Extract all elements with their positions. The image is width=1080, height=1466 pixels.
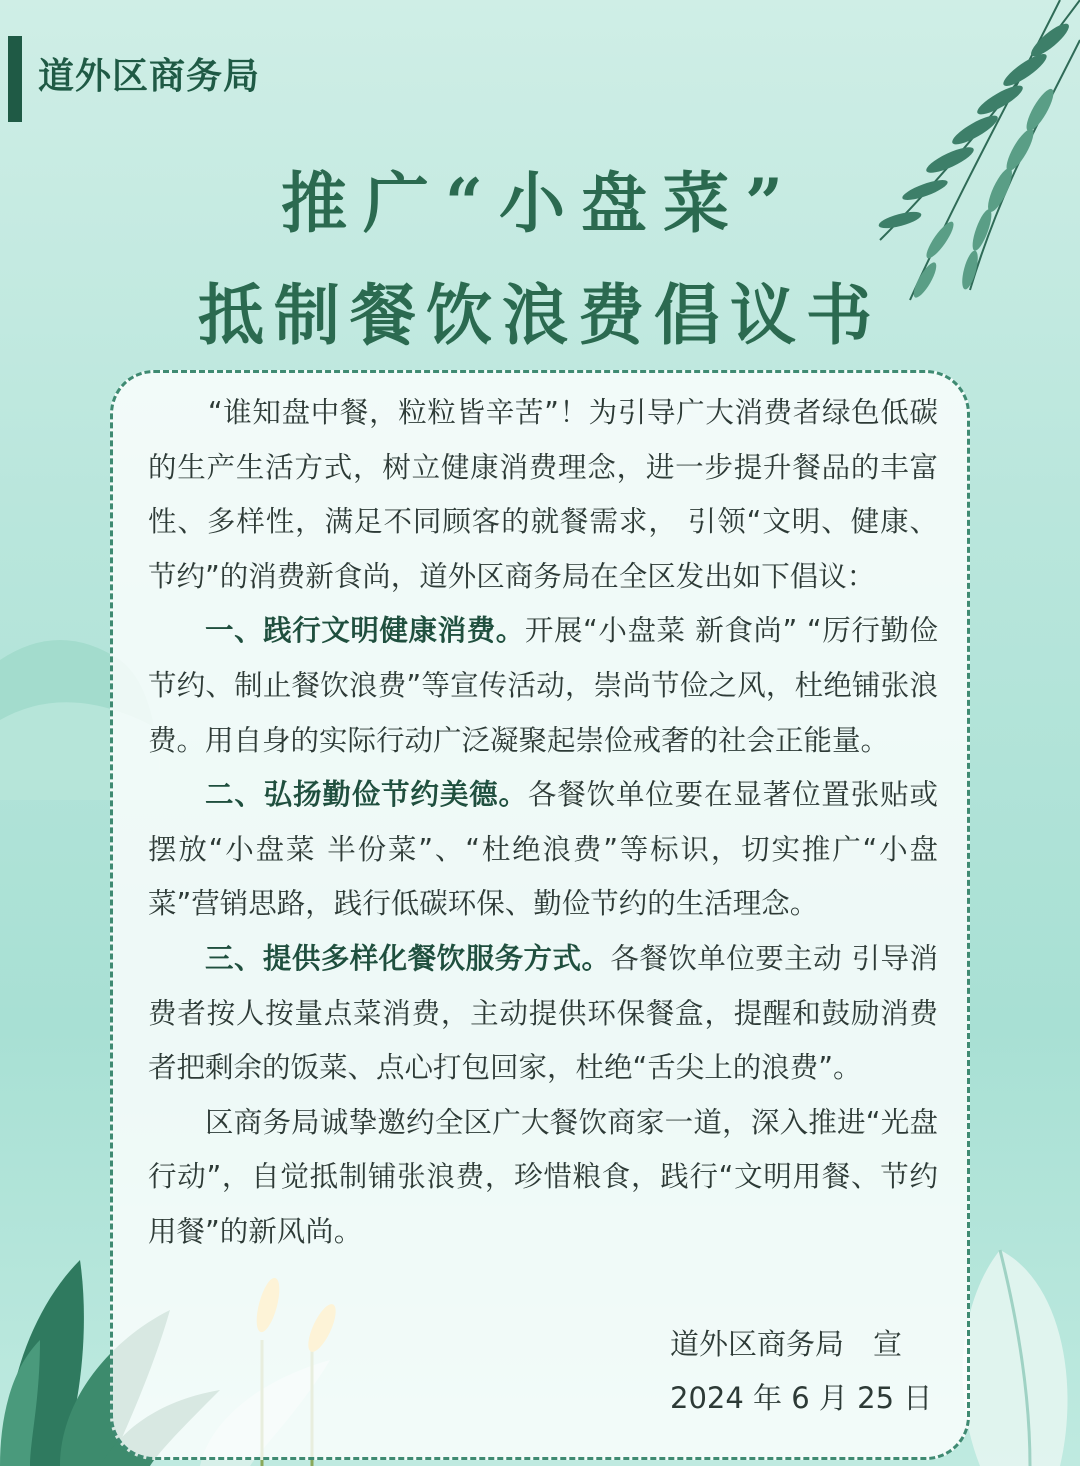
item-paragraph [148,932,938,1096]
item-heading: 三、提供多样化餐饮服务方式。 [205,941,611,975]
issue-date: 2024 年 6 月 25 日 [670,1381,933,1415]
item-text: 各餐饮单位要主动 引导消费者按人按量点菜消费，主动提供环保餐盒，提醒和鼓励消费者把剩余的饭菜、点心打包回家，杜绝“舌尖上的浪费”。 [148,941,938,1085]
issuer-signature: 道外区商务局 宣 [670,1327,903,1361]
title-line-1: 推广“小盘菜” [281,164,799,242]
item-paragraph [148,768,938,932]
header-accent-bar [8,36,22,122]
proposal-body [148,386,938,1260]
item-text: 各餐饮单位要在显著位置张贴或摆放“小盘菜 半份菜”、“杜绝浪费”等标识，切实推广“小盘菜”营销思路，践行低碳环保、勤俭节约的生活理念。 [148,778,938,921]
intro-paragraph: “谁知盘中餐，粒粒皆辛苦”！为引导广大消费者绿色低碳的生产生活方式，树立健康消费理念，进一步提升餐品的丰富性、多样性，满足不同顾客的就餐需求， 引领“文明、健康、节约”的消费新食尚，道外区商务局在全区发出如下倡议： [148,396,938,593]
title-line-2: 抵制餐饮浪费倡议书 [198,276,882,354]
item-heading: 一、践行文明健康消费。 [205,614,525,648]
item-text: 开展“小盘菜 新食尚” “厉行勤俭节约、制止餐饮浪费”等宣传活动，崇尚节俭之风，杜绝铺张浪费。用自身的实际行动广泛凝聚起崇俭戒奢的社会正能量。 [148,614,938,757]
item-heading: 二、弘扬勤俭节约美德。 [205,778,528,812]
closing-paragraph: 区商务局诚挚邀约全区广大餐饮商家一道，深入推进“光盘行动”，自觉抵制铺张浪费，珍惜粮食，践行“文明用餐、节约用餐”的新风尚。 [148,1105,938,1248]
item-paragraph [148,604,938,768]
org-name: 道外区商务局 [38,55,261,97]
